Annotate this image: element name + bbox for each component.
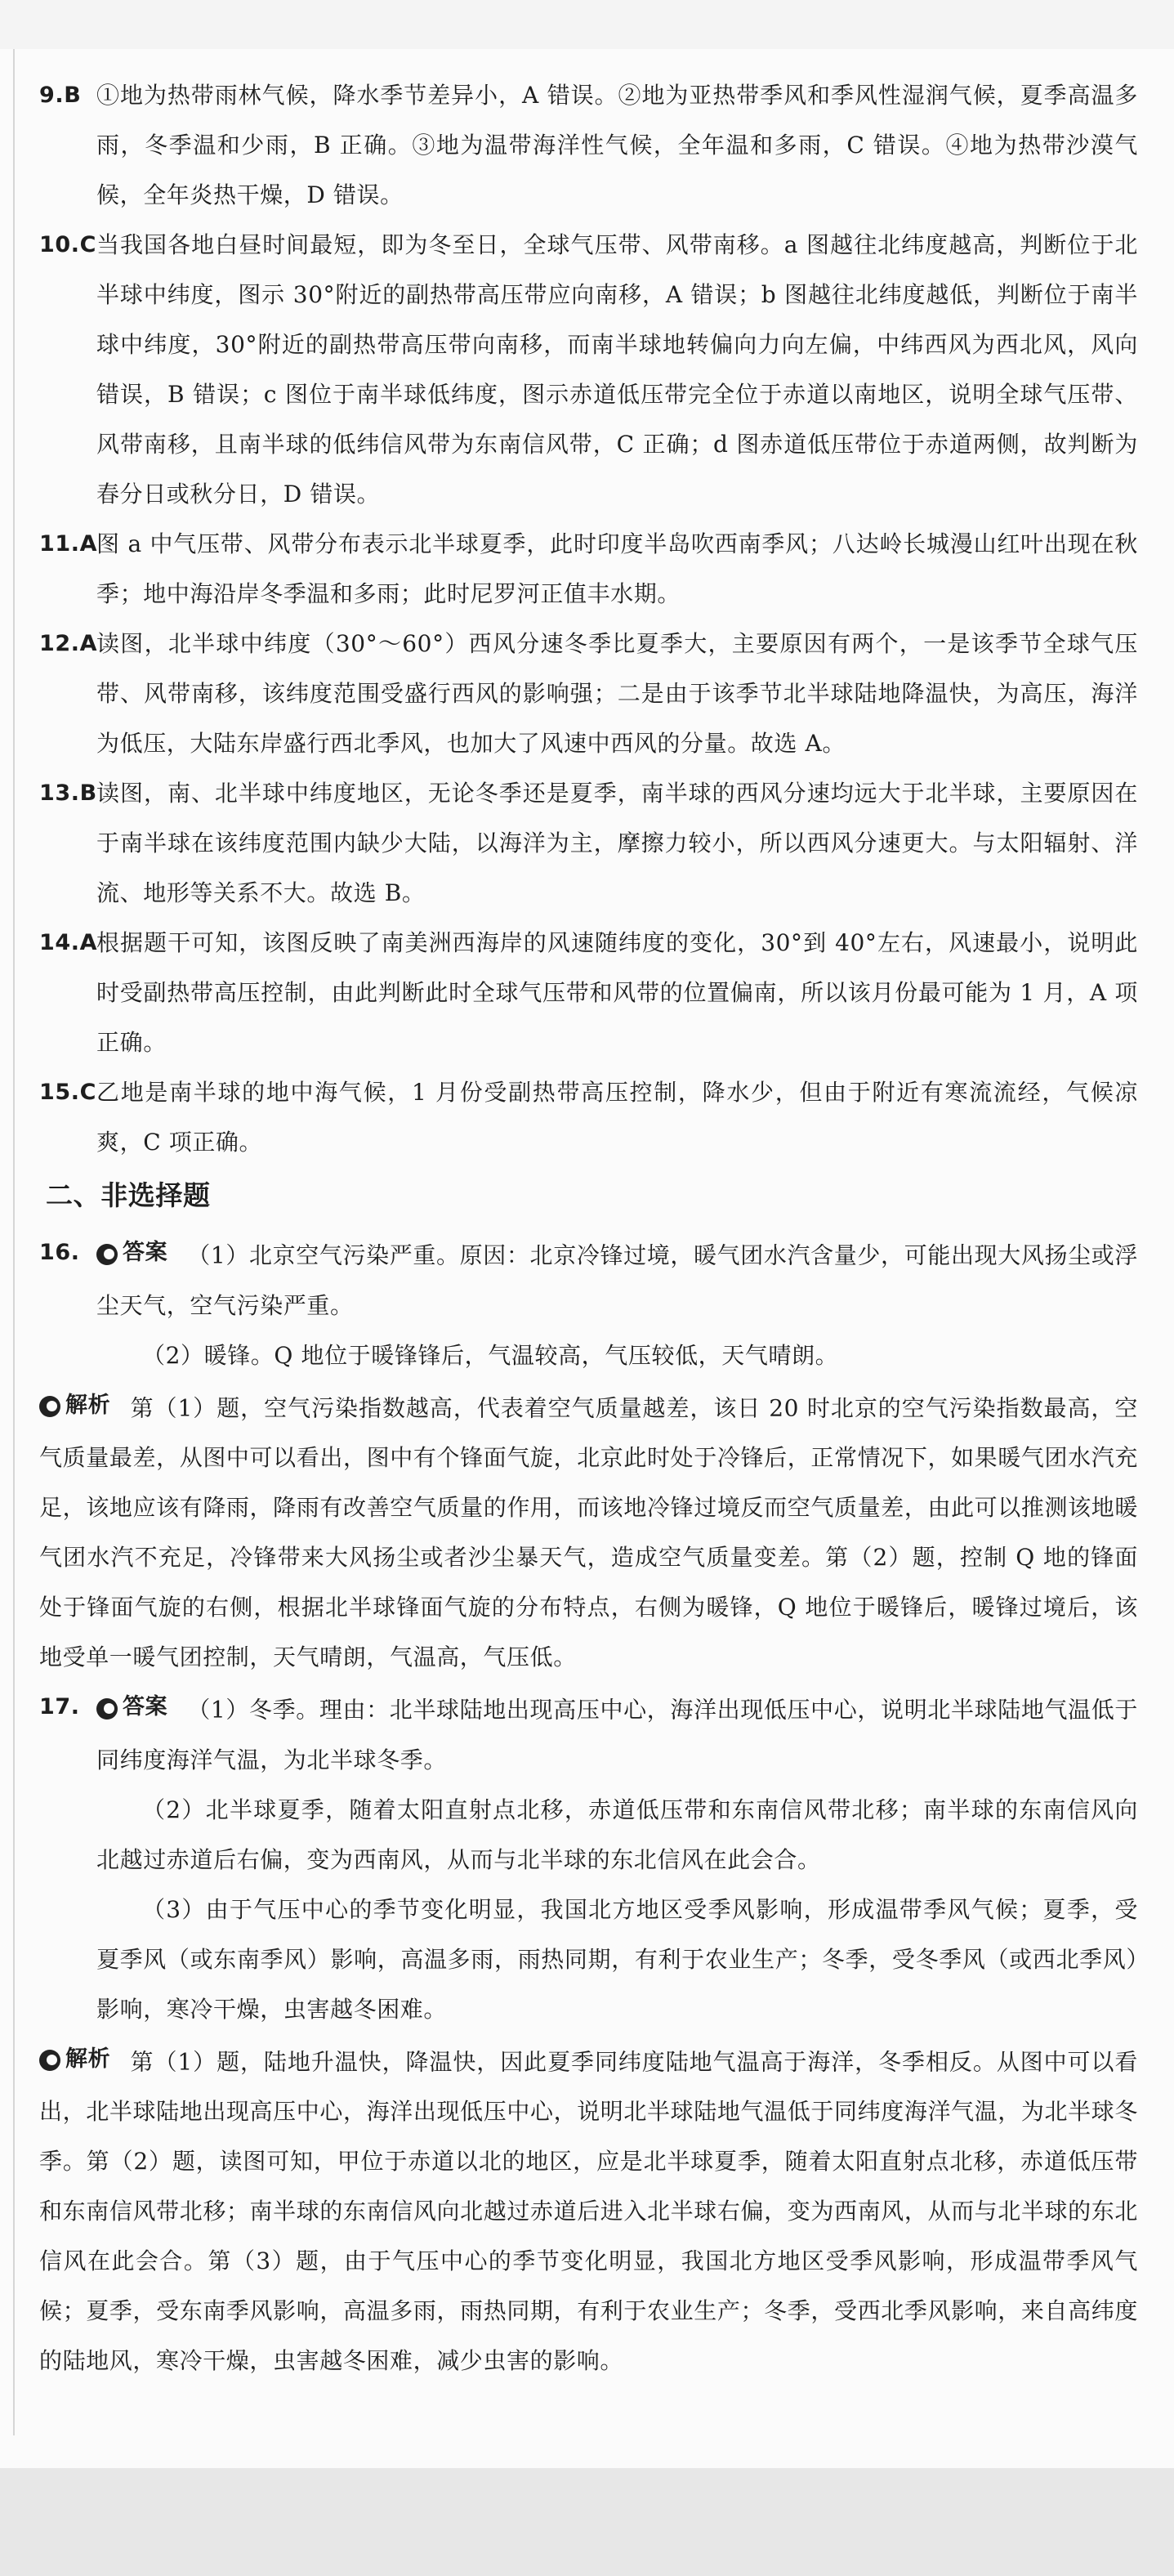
answer-text: （1）北京空气污染严重。原因：北京冷锋过境，暖气团水汽含量少，可能出现大风扬尘或浮尘天气，空气污染严重。 — [96, 1241, 1138, 1319]
item-number: 13.B — [39, 780, 97, 806]
answer-label: 答案 — [123, 1240, 168, 1265]
item-explanation: ①地为热带雨林气候，降水季节差异小，A 错误。②地为亚热带季风和季风性湿润气候，夏季高温多雨，冬季温和少雨，B 正确。③地为温带海洋性气候，全年温和多雨，C 错误。④地为热带沙漠气候，全年炎热干燥，D 错误。 — [96, 82, 1138, 208]
bottom-margin — [0, 2468, 1174, 2576]
item-number: 9.B — [39, 83, 82, 108]
analysis-tag — [39, 2034, 110, 2084]
item-explanation: 乙地是南半球的地中海气候，1 月份受副热带高压控制，降水少，但由于附近有寒流流经，气候凉爽，C 项正确。 — [96, 1079, 1138, 1156]
answer-item-9 — [39, 70, 1138, 220]
item-explanation: 根据题干可知，该图反映了南美洲西海岸的风速随纬度的变化，30°到 40°左右，风速最小，说明此时受副热带高压控制，由此判断此时全球气压带和风带的位置偏南，所以该月份最可能为 1 月，A 项正确。 — [96, 929, 1138, 1056]
item-explanation: 当我国各地白昼时间最短，即为冬至日，全球气压带、风带南移。a 图越往北纬度越高，判断位于北半球中纬度，图示 30°附近的副热带高压带应向南移，A 错误；b 图越往北纬度越低，判断位于南半球中纬度，30°附近的副热带高压带向南移，而南半球地转偏向力向左偏，中纬西风为西北风，风向错误，B 错误；c 图位于南半球低纬度，图示赤道低压带完全位于赤道以南地区，说明全球气压带、风带南移，且南半球的低纬信风带为东南信风带，C 正确；d 图赤道低压带位于赤道两侧，故判断为春分日或秋分日，D 错误。 — [96, 231, 1138, 508]
item-explanation: 读图，南、北半球中纬度地区，无论冬季还是夏季，南半球的西风分速均远大于北半球，主要原因在于南半球在该纬度范围内缺少大陆，以海洋为主，摩擦力较小，所以西风分速更大。与太阳辐射、洋流、地形等关系不大。故选 B。 — [96, 780, 1138, 906]
question-16 — [39, 1228, 1138, 1380]
item-number: 11.A — [39, 531, 98, 557]
answer-item-10 — [39, 220, 1138, 519]
answer-paragraph-2: （2）北半球夏季，随着太阳直射点北移，赤道低压带和东南信风带北移；南半球的东南信风向北越过赤道后右偏，变为西南风，从而与北半球的东北信风在此会合。 — [96, 1796, 1138, 1873]
answer-paragraph-3: （3）由于气压中心的季节变化明显，我国北方地区受季风影响，形成温带季风气候；夏季，受夏季风（或东南季风）影响，高温多雨，雨热同期，有利于农业生产；冬季，受冬季风（或西北季风）影响，寒冷干燥，虫害越冬困难。 — [96, 1895, 1138, 2023]
analysis-16 — [39, 1380, 1138, 1683]
analysis-text: 第（1）题，陆地升温快，降温快，因此夏季同纬度陆地气温高于海洋，冬季相反。从图中可以看出，北半球陆地出现高压中心，海洋出现低压中心，说明北半球陆地气温低于同纬度海洋气温，为北半球冬季。第（2）题，读图可知，甲位于赤道以北的地区，应是北半球夏季，随着太阳直射点北移，赤道低压带和东南信风带北移；南半球的东南信风向北越过赤道后进入北半球右偏，变为西南风，从而与北半球的东北信风在此会合。第（3）题，由于气压中心的季节变化明显，我国北方地区受季风影响，形成温带季风气候；夏季，受东南季风影响，高温多雨，雨热同期，有利于农业生产；冬季，受西北季风影响，来自高纬度的陆地风，寒冷干燥，虫害越冬困难，减少虫害的影响。 — [39, 2048, 1138, 2374]
answer-paragraph-1 — [96, 1228, 1138, 1330]
answer-paragraph-1 — [96, 1682, 1138, 1785]
question-number: 16. — [39, 1240, 80, 1265]
section-title: 二、非选择题 — [46, 1179, 211, 1211]
answer-label: 答案 — [123, 1694, 168, 1720]
answer-text: （1）冬季。理由：北半球陆地出现高压中心，海洋出现低压中心，说明北半球陆地气温低于同纬度海洋气温，为北半球冬季。 — [96, 1696, 1138, 1773]
answer-paragraph-2: （2）暖锋。Q 地位于暖锋锋后，气温较高，气压较低，天气晴朗。 — [142, 1341, 839, 1369]
analysis-paragraph — [39, 2034, 1138, 2386]
analysis-badge-icon — [39, 2050, 60, 2071]
analysis-badge-icon — [39, 1396, 60, 1417]
answer-tag — [96, 1682, 167, 1732]
analysis-text: 第（1）题，空气污染指数越高，代表着空气质量越差，该日 20 时北京的空气污染指数最高，空气质量最差，从图中可以看出，图中有个锋面气旋，北京此时处于冷锋后，正常情况下，如果暖气团水汽充足，该地应该有降雨，降雨有改善空气质量的作用，而该地冷锋过境反而空气质量差，由此可以推测该地暖气团水汽不充足，冷锋带来大风扬尘或者沙尘暴天气，造成空气质量变差。第（2）题，控制 Q 地的锋面处于锋面气旋的右侧，根据北半球锋面气旋的分布特点，右侧为暖锋，Q 地位于暖锋后，暖锋过境后，该地受单一暖气团控制，天气晴朗，气温高，气压低。 — [39, 1394, 1138, 1670]
analysis-label: 解析 — [65, 1392, 111, 1418]
answer-badge-icon — [96, 1244, 118, 1265]
answer-item-12 — [39, 619, 1138, 768]
item-explanation: 图 a 中气压带、风带分布表示北半球夏季，此时印度半岛吹西南季风；八达岭长城漫山红叶出现在秋季；地中海沿岸冬季温和多雨；此时尼罗河正值丰水期。 — [96, 530, 1138, 607]
item-number: 15.C — [39, 1080, 97, 1105]
analysis-17 — [39, 2034, 1138, 2386]
question-17 — [39, 1682, 1138, 2034]
answer-item-11 — [39, 519, 1138, 619]
item-number: 12.A — [39, 631, 98, 656]
analysis-paragraph — [39, 1380, 1138, 1683]
page-content — [39, 70, 1138, 2386]
item-explanation: 读图，北半球中纬度（30°～60°）西风分速冬季比夏季大，主要原因有两个，一是该季节全球气压带、风带南移，该纬度范围受盛行西风的影响强；二是由于该季节北半球陆地降温快，为高压，海洋为低压，大陆东岸盛行西北季风，也加大了风速中西风的分量。故选 A。 — [96, 630, 1138, 757]
answer-tag — [96, 1228, 167, 1277]
analysis-tag — [39, 1380, 110, 1430]
top-margin — [0, 0, 1174, 49]
item-number: 10.C — [39, 232, 97, 257]
answer-item-14 — [39, 918, 1138, 1067]
answer-badge-icon — [96, 1698, 118, 1720]
item-number: 14.A — [39, 930, 98, 955]
binding-rule — [13, 49, 15, 2435]
analysis-label: 解析 — [65, 2046, 111, 2072]
question-number: 17. — [39, 1694, 80, 1720]
answer-item-13 — [39, 768, 1138, 918]
answer-item-15 — [39, 1067, 1138, 1167]
